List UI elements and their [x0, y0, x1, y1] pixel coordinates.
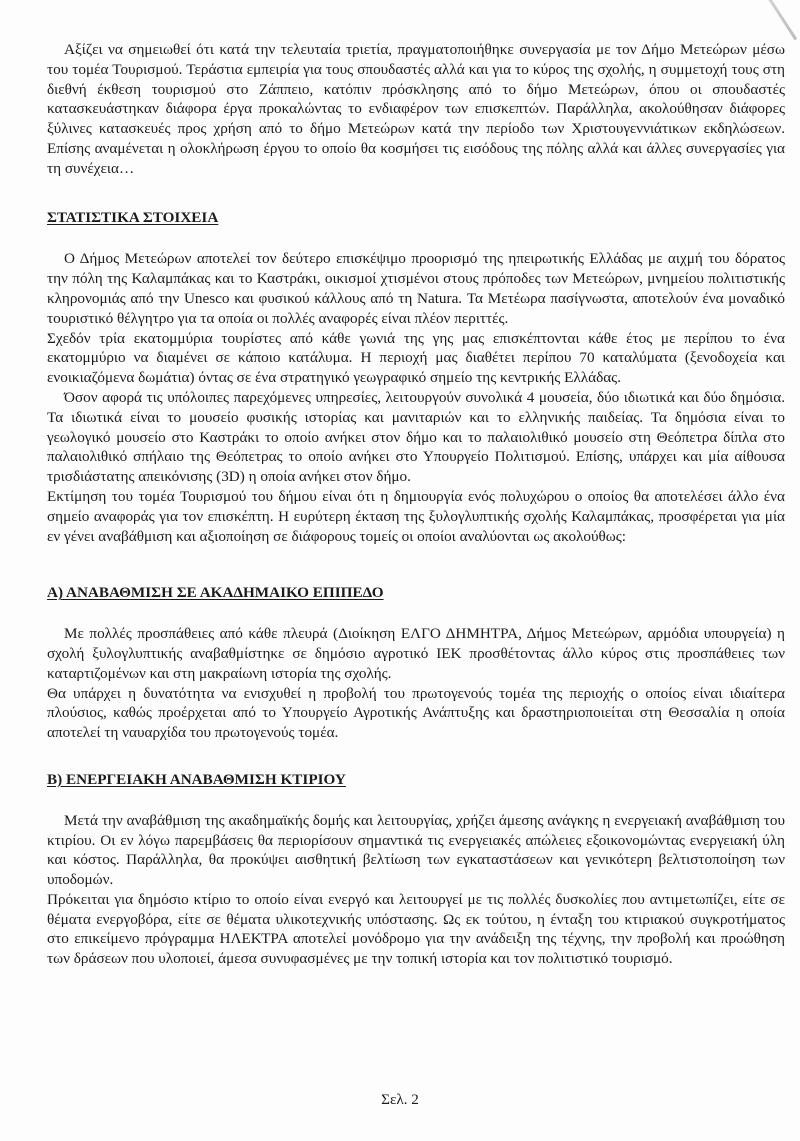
- academic-paragraph-1: Με πολλές προσπάθειες από κάθε πλευρά (Διοίκηση ΕΛΓΟ ΔΗΜΗΤΡΑ, Δήμος Μετεώρων, αρμόδια υπουργεία) η σχολή ξυλογλυπτικής αναβαθμίστηκε σε δημόσιο αγροτικό ΙΕΚ προσθέτοντας άλλο κύρος στις προσπάθειες των καταρτιζομένων και στη μακραίωνη ιστορία της σχολής.: [47, 625, 785, 682]
- page-number: Σελ. 2: [381, 1091, 419, 1108]
- statistics-paragraph-2: Σχεδόν τρία εκατομμύρια τουρίστες από κάθε γωνιά της γης μας επισκέπτονται κάθε έτος με περίπου το ένα εκατομμύριο να διαμένει σε κάποιο κατάλυμα. Η περιοχή μας διαθέτει περίπου 70 καταλύματα (ξενοδοχεία και ενοικιαζόμενα δωμάτια) όντας σε ένα στρατηγικό γεωγραφικό σημείο της κεντρικής Ελλάδας.: [47, 329, 785, 387]
- statistics-paragraph-4: Εκτίμηση του τομέα Τουρισμού του δήμου είναι ότι η δημιουργία ενός πολυχώρου ο οποίος θα αποτελέσει άλλο ένα σημείο αναφοράς για τον επισκέπτη. Η ευρύτερη έκταση της ξυλογλυπτικής σχολής Καλαμπάκας, προσφέρεται για μία εν γένει αναβάθμιση και αξιοποίηση σε διάφορους τομείς οι οποίοι αναλύονται ως ακολούθως:: [47, 487, 785, 545]
- academic-paragraph-2: Θα υπάρχει η δυνατότητα να ενισχυθεί η προβολή του πρωτογενούς τομέα της περιοχής ο οποίος είναι ιδιαίτερα πλούσιος, καθώς προέρχεται από το Υπουργείο Αγροτικής Ανάπτυξης και δραστηριοποιείται στη Θεσσαλία η οποία αποτελεί τη ναυαρχίδα του πρωτογενούς τομέα.: [47, 684, 785, 742]
- document-body: [47, 40, 785, 969]
- statistics-paragraph-3: Όσον αφορά τις υπόλοιπες παρεχόμενες υπηρεσίες, λειτουργούν συνολικά 4 μουσεία, δύο ιδιωτικά και δύο δημόσια. Τα ιδιωτικά είναι το μουσείο φυσικής ιστορίας και μανιταριών και το ελληνικής παιδείας. Τα δημόσια είναι το γεωλογικό μουσείο στο Καστράκι το οποίο ανήκει στον δήμο και το παλαιολιθικό μουσείο στη Θεόπετρα δίπλα στο παλαιολιθικό σπήλαιο της Θεόπετρας το οποίο ανήκει στο Υπουργείο Πολιτισμού. Επίσης, υπάρχει και μία αίθουσα τρισδιάστατης απεικόνισης (3D) η οποία ανήκει στον δήμο.: [47, 388, 785, 486]
- intro-paragraph: Αξίζει να σημειωθεί ότι κατά την τελευταία τριετία, πραγματοποιήθηκε συνεργασία με τον Δήμο Μετεώρων μέσω του τομέα Τουρισμού. Τεράστια εμπειρία για τους σπουδαστές αλλά και για το κύρος της σχολής, η συμμετοχή τους στη διεθνή έκθεση τουρισμού στο Ζάππειο, κατόπιν πρόσκλησης από το δήμο Μετεώρων, όπου οι σπουδαστές κατασκευάστηκαν διάφορα έργα προκαλώντας το ενδιαφέρον των επισκεπτών. Παράλληλα, ακολούθησαν διάφορες ξύλινες κατασκευές προς χρήση από το δήμο Μετεώρων κατά την περίοδο των Χριστουγεννιάτικων εκδηλώσεων. Επίσης αναμένεται η ολοκλήρωση έργου το οποίο θα κοσμήσει τις εισόδους της πόλης αλλά και άλλες συνεργασίες για τη συνέχεια…: [47, 41, 785, 177]
- paper-fold-mark: [762, 0, 797, 40]
- heading-academic-upgrade: Α) ΑΝΑΒΑΘΜΙΣΗ ΣΕ ΑΚΑΔΗΜΑΙΚΟ ΕΠΙΠΕΔΟ: [47, 584, 384, 602]
- heading-energy-upgrade: Β) ΕΝΕΡΓΕΙΑΚΗ ΑΝΑΒΑΘΜΙΣΗ ΚΤΙΡΙΟΥ: [47, 770, 346, 788]
- energy-paragraph-2: Πρόκειται για δημόσιο κτίριο το οποίο είναι ενεργό και λειτουργεί με τις πολλές δυσκολίες που αντιμετωπίζει, είτε σε θέματα ενεργοβόρα, είτε σε θέματα υλικοτεχνικής υπόστασης. Ως εκ τούτου, η ένταξη του κτιριακού συγκροτήματος στο επικείμενο πρόγραμμα ΗΛΕΚΤΡΑ αποτελεί μονόδρομο για την ανάδειξη της τέχνης, την προβολή και προώθηση των δράσεων που υλοποιεί, άμεσα συνυφασμένες με την τοπική ιστορία και τον πολιτιστικό τουρισμό.: [47, 890, 785, 968]
- energy-paragraph-1: Μετά την αναβάθμιση της ακαδημαϊκής δομής και λειτουργίας, χρήζει άμεσης ανάγκης η ενεργειακή αναβάθμιση του κτιρίου. Οι εν λόγω παρεμβάσεις θα περιορίσουν σημαντικά τις ενεργειακές απώλειες εξοικονομώντας ενεργειακή ύλη και κόστος. Παράλληλα, θα προκύψει αισθητική βελτίωση των εγκαταστάσεων και γενικότερη βελτιστοποίηση των υποδομών.: [47, 811, 785, 889]
- statistics-paragraph-1: Ο Δήμος Μετεώρων αποτελεί τον δεύτερο επισκέψιμο προορισμό της ηπειρωτικής Ελλάδας με αιχμή του δόρατος την πόλη της Καλαμπάκας και το Καστράκι, οικισμοί χτισμένοι στους πρόποδες των Μετεώρων, μνημείου πολιτιστικής κληρονομιάς από την Unesco και φυσικού κάλλους από τη Natura. Τα Μετέωρα πασίγνωστα, αποτελούν ένα μοναδικό τουριστικό θέλγητρο για τα οποία οι πολλές αναφορές είναι πλέον περιττές.: [47, 250, 785, 327]
- heading-statistics: ΣΤΑΤΙΣΤΙΚΑ ΣΤΟΙΧΕΙΑ: [47, 208, 219, 226]
